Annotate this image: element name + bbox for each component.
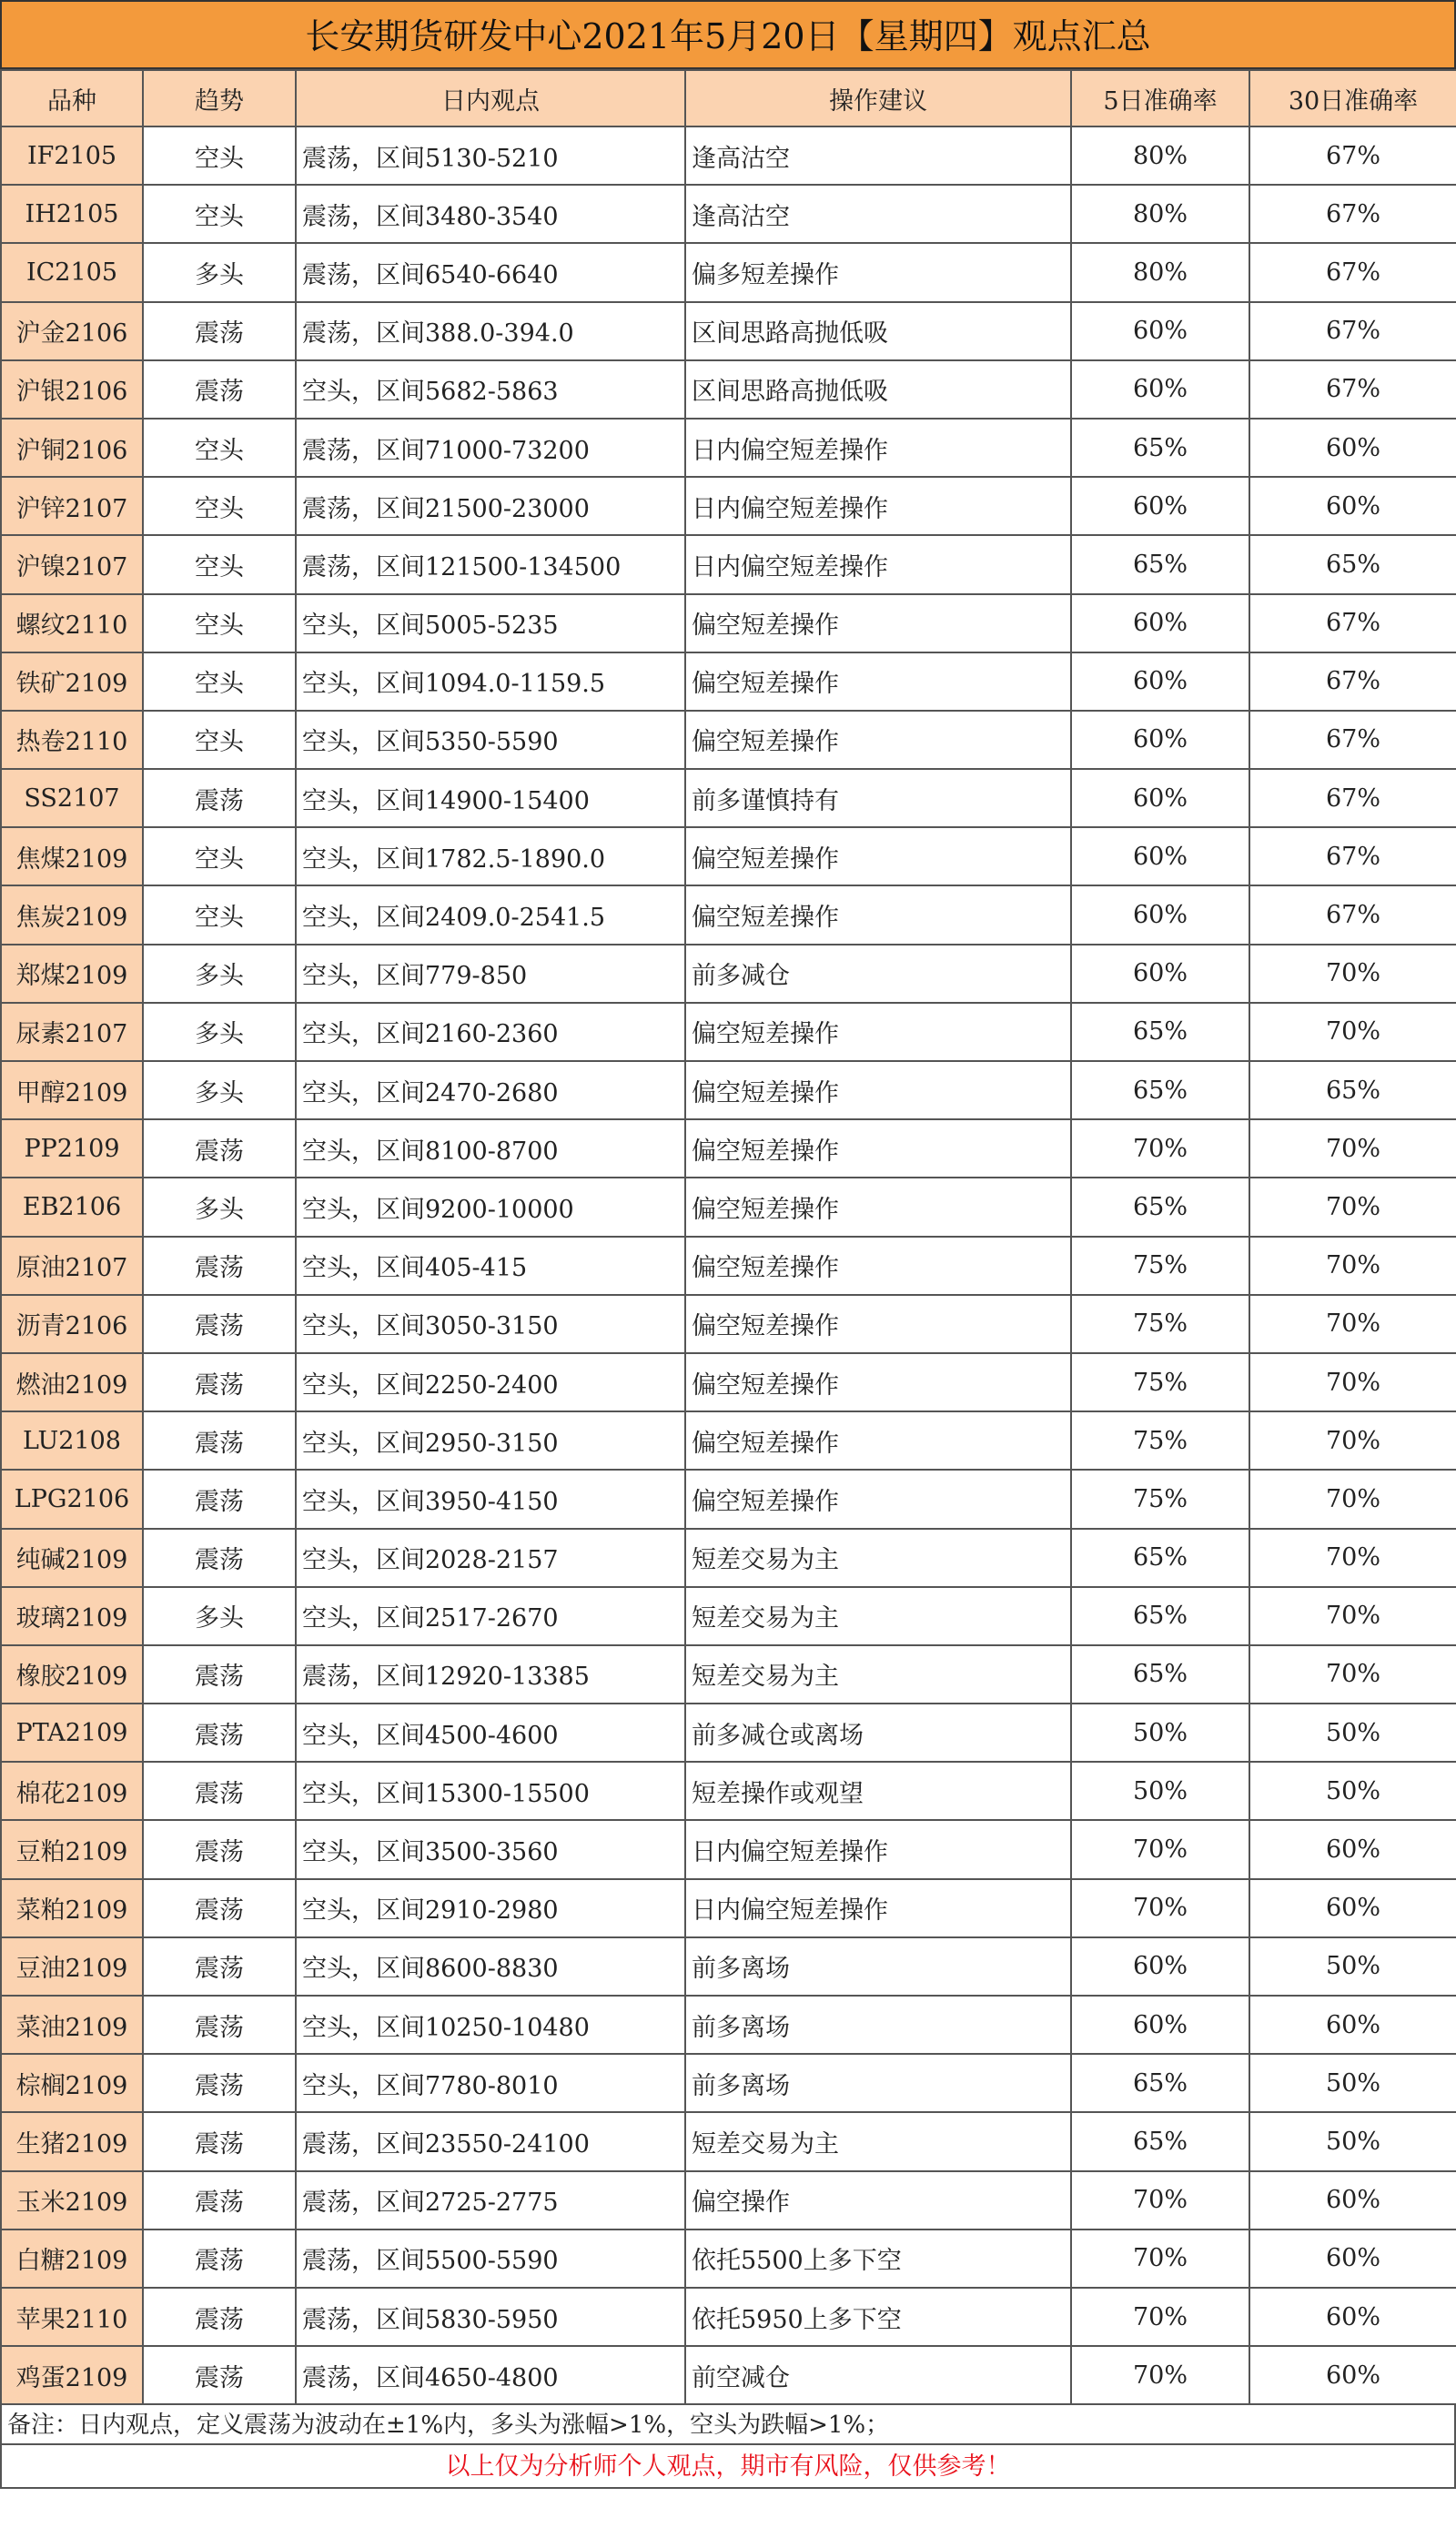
- table-row: [1, 535, 1456, 593]
- table-row: [1, 2288, 1456, 2346]
- trend-cell: 空头: [143, 419, 296, 477]
- table-row: [1, 1587, 1456, 1645]
- variety-cell: 甲醇2109: [1, 1061, 143, 1119]
- variety-cell: 玉米2109: [1, 2171, 143, 2230]
- table-body: [1, 126, 1456, 2404]
- intraday-view-cell: 空头，区间3500-3560: [296, 1820, 685, 1878]
- trend-cell: 多头: [143, 243, 296, 301]
- suggestion-cell: 偏空短差操作: [685, 1411, 1071, 1470]
- variety-cell: 橡胶2109: [1, 1645, 143, 1704]
- accuracy-30day-cell: 70%: [1249, 1587, 1456, 1645]
- intraday-view-cell: 空头，区间2028-2157: [296, 1529, 685, 1587]
- suggestion-cell: 前多离场: [685, 1996, 1071, 2054]
- trend-cell: 多头: [143, 1061, 296, 1119]
- variety-cell: 玻璃2109: [1, 1587, 143, 1645]
- variety-cell: 热卷2110: [1, 711, 143, 769]
- accuracy-5day-cell: 65%: [1071, 1061, 1249, 1119]
- accuracy-5day-cell: 75%: [1071, 1411, 1249, 1470]
- trend-cell: 震荡: [143, 360, 296, 419]
- table-row: [1, 594, 1456, 652]
- suggestion-cell: 偏空操作: [685, 2171, 1071, 2230]
- accuracy-30day-cell: 60%: [1249, 2346, 1456, 2404]
- accuracy-30day-cell: 50%: [1249, 1937, 1456, 1996]
- accuracy-30day-cell: 67%: [1249, 769, 1456, 827]
- table-row: [1, 1411, 1456, 1470]
- trend-cell: 多头: [143, 1178, 296, 1236]
- accuracy-30day-cell: 67%: [1249, 594, 1456, 652]
- intraday-view-cell: 震荡，区间21500-23000: [296, 477, 685, 535]
- trend-cell: 震荡: [143, 1529, 296, 1587]
- accuracy-5day-cell: 60%: [1071, 769, 1249, 827]
- variety-cell: LU2108: [1, 1411, 143, 1470]
- suggestion-cell: 偏空短差操作: [685, 1061, 1071, 1119]
- accuracy-5day-cell: 70%: [1071, 1820, 1249, 1878]
- table-row: [1, 1353, 1456, 1411]
- trend-cell: 震荡: [143, 1879, 296, 1937]
- intraday-view-cell: 空头，区间14900-15400: [296, 769, 685, 827]
- trend-cell: 震荡: [143, 1411, 296, 1470]
- table-row: [1, 185, 1456, 243]
- suggestion-cell: 日内偏空短差操作: [685, 419, 1071, 477]
- intraday-view-cell: 空头，区间2470-2680: [296, 1061, 685, 1119]
- intraday-view-cell: 震荡，区间23550-24100: [296, 2112, 685, 2170]
- intraday-view-cell: 震荡，区间71000-73200: [296, 419, 685, 477]
- accuracy-5day-cell: 60%: [1071, 594, 1249, 652]
- suggestion-cell: 偏空短差操作: [685, 827, 1071, 885]
- suggestion-cell: 偏空短差操作: [685, 1119, 1071, 1178]
- table-row: [1, 419, 1456, 477]
- table-row: [1, 1061, 1456, 1119]
- table-row: [1, 1529, 1456, 1587]
- accuracy-5day-cell: 70%: [1071, 2288, 1249, 2346]
- suggestion-cell: 偏空短差操作: [685, 1237, 1071, 1295]
- viewpoint-table: [0, 69, 1456, 2405]
- intraday-view-cell: 震荡，区间6540-6640: [296, 243, 685, 301]
- report-title: 长安期货研发中心2021年5月20日【星期四】观点汇总: [0, 0, 1456, 69]
- table-row: [1, 1237, 1456, 1295]
- intraday-view-cell: 空头，区间1782.5-1890.0: [296, 827, 685, 885]
- accuracy-30day-cell: 70%: [1249, 1353, 1456, 1411]
- intraday-view-cell: 空头，区间2409.0-2541.5: [296, 885, 685, 944]
- accuracy-5day-cell: 75%: [1071, 1353, 1249, 1411]
- variety-cell: 焦煤2109: [1, 827, 143, 885]
- accuracy-5day-cell: 65%: [1071, 1003, 1249, 1061]
- accuracy-30day-cell: 70%: [1249, 1411, 1456, 1470]
- suggestion-cell: 区间思路高抛低吸: [685, 360, 1071, 419]
- trend-cell: 空头: [143, 535, 296, 593]
- intraday-view-cell: 震荡，区间3480-3540: [296, 185, 685, 243]
- intraday-view-cell: 空头，区间405-415: [296, 1237, 685, 1295]
- trend-cell: 空头: [143, 126, 296, 185]
- suggestion-cell: 偏空短差操作: [685, 1003, 1071, 1061]
- accuracy-30day-cell: 60%: [1249, 2288, 1456, 2346]
- trend-cell: 震荡: [143, 2054, 296, 2112]
- accuracy-5day-cell: 75%: [1071, 1470, 1249, 1528]
- trend-cell: 多头: [143, 945, 296, 1003]
- trend-cell: 空头: [143, 477, 296, 535]
- header-intraday-view: 日内观点: [296, 70, 685, 126]
- intraday-view-cell: 震荡，区间121500-134500: [296, 535, 685, 593]
- accuracy-30day-cell: 67%: [1249, 302, 1456, 360]
- table-row: [1, 126, 1456, 185]
- table-row: [1, 1003, 1456, 1061]
- table-row: [1, 1295, 1456, 1353]
- table-row: [1, 1996, 1456, 2054]
- intraday-view-cell: 空头，区间15300-15500: [296, 1762, 685, 1820]
- suggestion-cell: 依托5950上多下空: [685, 2288, 1071, 2346]
- table-row: [1, 652, 1456, 711]
- variety-cell: 焦炭2109: [1, 885, 143, 944]
- risk-disclaimer: 以上仅为分析师个人观点，期市有风险，仅供参考！: [0, 2445, 1456, 2489]
- header-suggestion: 操作建议: [685, 70, 1071, 126]
- accuracy-30day-cell: 60%: [1249, 1996, 1456, 2054]
- trend-cell: 空头: [143, 885, 296, 944]
- table-row: [1, 2054, 1456, 2112]
- variety-cell: 郑煤2109: [1, 945, 143, 1003]
- suggestion-cell: 区间思路高抛低吸: [685, 302, 1071, 360]
- trend-cell: 震荡: [143, 2230, 296, 2288]
- trend-cell: 震荡: [143, 769, 296, 827]
- suggestion-cell: 短差交易为主: [685, 1529, 1071, 1587]
- intraday-view-cell: 震荡，区间5500-5590: [296, 2230, 685, 2288]
- table-row: [1, 827, 1456, 885]
- accuracy-5day-cell: 65%: [1071, 1587, 1249, 1645]
- trend-cell: 空头: [143, 652, 296, 711]
- suggestion-cell: 偏空短差操作: [685, 1470, 1071, 1528]
- accuracy-30day-cell: 65%: [1249, 1061, 1456, 1119]
- table-row: [1, 2171, 1456, 2230]
- suggestion-cell: 短差交易为主: [685, 1587, 1071, 1645]
- variety-cell: EB2106: [1, 1178, 143, 1236]
- accuracy-30day-cell: 60%: [1249, 477, 1456, 535]
- accuracy-5day-cell: 75%: [1071, 1295, 1249, 1353]
- header-trend: 趋势: [143, 70, 296, 126]
- intraday-view-cell: 空头，区间2250-2400: [296, 1353, 685, 1411]
- footnote: 备注：日内观点，定义震荡为波动在±1%内，多头为涨幅>1%，空头为跌幅>1%；: [0, 2405, 1456, 2445]
- accuracy-5day-cell: 70%: [1071, 2171, 1249, 2230]
- trend-cell: 空头: [143, 711, 296, 769]
- intraday-view-cell: 空头，区间7780-8010: [296, 2054, 685, 2112]
- variety-cell: IH2105: [1, 185, 143, 243]
- accuracy-30day-cell: 50%: [1249, 1762, 1456, 1820]
- variety-cell: 螺纹2110: [1, 594, 143, 652]
- accuracy-30day-cell: 67%: [1249, 360, 1456, 419]
- suggestion-cell: 依托5500上多下空: [685, 2230, 1071, 2288]
- accuracy-30day-cell: 60%: [1249, 1820, 1456, 1878]
- intraday-view-cell: 震荡，区间5130-5210: [296, 126, 685, 185]
- accuracy-5day-cell: 65%: [1071, 1178, 1249, 1236]
- trend-cell: 震荡: [143, 2346, 296, 2404]
- table-row: [1, 2346, 1456, 2404]
- variety-cell: 铁矿2109: [1, 652, 143, 711]
- intraday-view-cell: 空头，区间779-850: [296, 945, 685, 1003]
- accuracy-5day-cell: 60%: [1071, 477, 1249, 535]
- intraday-view-cell: 空头，区间8100-8700: [296, 1119, 685, 1178]
- trend-cell: 震荡: [143, 2288, 296, 2346]
- intraday-view-cell: 空头，区间9200-10000: [296, 1178, 685, 1236]
- suggestion-cell: 短差交易为主: [685, 1645, 1071, 1704]
- variety-cell: 棕榈2109: [1, 2054, 143, 2112]
- table-row: [1, 477, 1456, 535]
- accuracy-30day-cell: 65%: [1249, 535, 1456, 593]
- accuracy-5day-cell: 65%: [1071, 2054, 1249, 2112]
- variety-cell: 棉花2109: [1, 1762, 143, 1820]
- accuracy-5day-cell: 60%: [1071, 302, 1249, 360]
- table-row: [1, 1645, 1456, 1704]
- trend-cell: 震荡: [143, 1295, 296, 1353]
- accuracy-30day-cell: 70%: [1249, 1295, 1456, 1353]
- variety-cell: 沪镍2107: [1, 535, 143, 593]
- table-row: [1, 243, 1456, 301]
- intraday-view-cell: 空头，区间2910-2980: [296, 1879, 685, 1937]
- accuracy-5day-cell: 60%: [1071, 945, 1249, 1003]
- accuracy-30day-cell: 70%: [1249, 1119, 1456, 1178]
- table-row: [1, 1879, 1456, 1937]
- accuracy-30day-cell: 60%: [1249, 2230, 1456, 2288]
- variety-cell: 豆粕2109: [1, 1820, 143, 1878]
- accuracy-5day-cell: 70%: [1071, 2230, 1249, 2288]
- suggestion-cell: 偏空短差操作: [685, 885, 1071, 944]
- suggestion-cell: 前多离场: [685, 2054, 1071, 2112]
- intraday-view-cell: 空头，区间5005-5235: [296, 594, 685, 652]
- accuracy-30day-cell: 60%: [1249, 2171, 1456, 2230]
- table-row: [1, 1178, 1456, 1236]
- trend-cell: 震荡: [143, 1237, 296, 1295]
- accuracy-30day-cell: 67%: [1249, 711, 1456, 769]
- trend-cell: 震荡: [143, 1470, 296, 1528]
- variety-cell: 菜油2109: [1, 1996, 143, 2054]
- accuracy-30day-cell: 70%: [1249, 1529, 1456, 1587]
- suggestion-cell: 偏空短差操作: [685, 1295, 1071, 1353]
- variety-cell: 沪锌2107: [1, 477, 143, 535]
- accuracy-5day-cell: 65%: [1071, 2112, 1249, 2170]
- intraday-view-cell: 空头，区间1094.0-1159.5: [296, 652, 685, 711]
- table-header-row: [1, 70, 1456, 126]
- suggestion-cell: 前空减仓: [685, 2346, 1071, 2404]
- suggestion-cell: 偏空短差操作: [685, 1178, 1071, 1236]
- accuracy-5day-cell: 70%: [1071, 1119, 1249, 1178]
- accuracy-30day-cell: 50%: [1249, 1704, 1456, 1762]
- intraday-view-cell: 空头，区间2950-3150: [296, 1411, 685, 1470]
- trend-cell: 震荡: [143, 1119, 296, 1178]
- table-row: [1, 769, 1456, 827]
- variety-cell: IF2105: [1, 126, 143, 185]
- accuracy-5day-cell: 60%: [1071, 711, 1249, 769]
- suggestion-cell: 逢高沽空: [685, 126, 1071, 185]
- table-row: [1, 711, 1456, 769]
- table-row: [1, 302, 1456, 360]
- table-row: [1, 1704, 1456, 1762]
- table-row: [1, 1820, 1456, 1878]
- variety-cell: 原油2107: [1, 1237, 143, 1295]
- table-row: [1, 2112, 1456, 2170]
- variety-cell: 豆油2109: [1, 1937, 143, 1996]
- trend-cell: 震荡: [143, 2171, 296, 2230]
- accuracy-30day-cell: 50%: [1249, 2054, 1456, 2112]
- accuracy-5day-cell: 80%: [1071, 126, 1249, 185]
- variety-cell: 尿素2107: [1, 1003, 143, 1061]
- accuracy-30day-cell: 67%: [1249, 652, 1456, 711]
- suggestion-cell: 偏空短差操作: [685, 652, 1071, 711]
- intraday-view-cell: 空头，区间10250-10480: [296, 1996, 685, 2054]
- accuracy-5day-cell: 60%: [1071, 652, 1249, 711]
- intraday-view-cell: 震荡，区间388.0-394.0: [296, 302, 685, 360]
- accuracy-30day-cell: 67%: [1249, 885, 1456, 944]
- table-row: [1, 1119, 1456, 1178]
- accuracy-5day-cell: 80%: [1071, 185, 1249, 243]
- header-30day-accuracy: 30日准确率: [1249, 70, 1456, 126]
- variety-cell: 生猪2109: [1, 2112, 143, 2170]
- table-row: [1, 1762, 1456, 1820]
- accuracy-5day-cell: 70%: [1071, 1879, 1249, 1937]
- accuracy-5day-cell: 65%: [1071, 1645, 1249, 1704]
- intraday-view-cell: 空头，区间4500-4600: [296, 1704, 685, 1762]
- variety-cell: 沪铜2106: [1, 419, 143, 477]
- trend-cell: 空头: [143, 827, 296, 885]
- variety-cell: 苹果2110: [1, 2288, 143, 2346]
- trend-cell: 震荡: [143, 2112, 296, 2170]
- header-variety: 品种: [1, 70, 143, 126]
- variety-cell: PTA2109: [1, 1704, 143, 1762]
- trend-cell: 震荡: [143, 1762, 296, 1820]
- table-row: [1, 1937, 1456, 1996]
- intraday-view-cell: 空头，区间3050-3150: [296, 1295, 685, 1353]
- suggestion-cell: 偏多短差操作: [685, 243, 1071, 301]
- trend-cell: 震荡: [143, 1820, 296, 1878]
- accuracy-30day-cell: 70%: [1249, 945, 1456, 1003]
- accuracy-5day-cell: 70%: [1071, 2346, 1249, 2404]
- intraday-view-cell: 空头，区间3950-4150: [296, 1470, 685, 1528]
- accuracy-5day-cell: 80%: [1071, 243, 1249, 301]
- variety-cell: 鸡蛋2109: [1, 2346, 143, 2404]
- accuracy-5day-cell: 65%: [1071, 419, 1249, 477]
- trend-cell: 震荡: [143, 1704, 296, 1762]
- suggestion-cell: 前多谨慎持有: [685, 769, 1071, 827]
- trend-cell: 空头: [143, 185, 296, 243]
- accuracy-5day-cell: 75%: [1071, 1237, 1249, 1295]
- trend-cell: 多头: [143, 1587, 296, 1645]
- accuracy-30day-cell: 70%: [1249, 1645, 1456, 1704]
- intraday-view-cell: 空头，区间8600-8830: [296, 1937, 685, 1996]
- suggestion-cell: 前多减仓: [685, 945, 1071, 1003]
- accuracy-30day-cell: 67%: [1249, 185, 1456, 243]
- trend-cell: 震荡: [143, 1996, 296, 2054]
- accuracy-5day-cell: 60%: [1071, 885, 1249, 944]
- accuracy-5day-cell: 60%: [1071, 1937, 1249, 1996]
- suggestion-cell: 偏空短差操作: [685, 711, 1071, 769]
- trend-cell: 震荡: [143, 1645, 296, 1704]
- table-row: [1, 360, 1456, 419]
- intraday-view-cell: 震荡，区间5830-5950: [296, 2288, 685, 2346]
- trend-cell: 震荡: [143, 1353, 296, 1411]
- suggestion-cell: 日内偏空短差操作: [685, 1879, 1071, 1937]
- accuracy-30day-cell: 67%: [1249, 126, 1456, 185]
- variety-cell: SS2107: [1, 769, 143, 827]
- suggestion-cell: 日内偏空短差操作: [685, 1820, 1071, 1878]
- suggestion-cell: 偏空短差操作: [685, 594, 1071, 652]
- accuracy-30day-cell: 70%: [1249, 1237, 1456, 1295]
- accuracy-5day-cell: 50%: [1071, 1762, 1249, 1820]
- variety-cell: 沥青2106: [1, 1295, 143, 1353]
- suggestion-cell: 短差操作或观望: [685, 1762, 1071, 1820]
- intraday-view-cell: 空头，区间2517-2670: [296, 1587, 685, 1645]
- variety-cell: 燃油2109: [1, 1353, 143, 1411]
- trend-cell: 震荡: [143, 1937, 296, 1996]
- variety-cell: IC2105: [1, 243, 143, 301]
- intraday-view-cell: 空头，区间5350-5590: [296, 711, 685, 769]
- intraday-view-cell: 空头，区间2160-2360: [296, 1003, 685, 1061]
- accuracy-30day-cell: 60%: [1249, 1879, 1456, 1937]
- accuracy-30day-cell: 70%: [1249, 1178, 1456, 1236]
- variety-cell: 白糖2109: [1, 2230, 143, 2288]
- table-row: [1, 2230, 1456, 2288]
- trend-cell: 多头: [143, 1003, 296, 1061]
- trend-cell: 震荡: [143, 302, 296, 360]
- accuracy-30day-cell: 50%: [1249, 2112, 1456, 2170]
- suggestion-cell: 前多离场: [685, 1937, 1071, 1996]
- variety-cell: LPG2106: [1, 1470, 143, 1528]
- suggestion-cell: 日内偏空短差操作: [685, 477, 1071, 535]
- accuracy-5day-cell: 65%: [1071, 535, 1249, 593]
- intraday-view-cell: 空头，区间5682-5863: [296, 360, 685, 419]
- suggestion-cell: 前多减仓或离场: [685, 1704, 1071, 1762]
- intraday-view-cell: 震荡，区间2725-2775: [296, 2171, 685, 2230]
- accuracy-5day-cell: 50%: [1071, 1704, 1249, 1762]
- accuracy-5day-cell: 60%: [1071, 827, 1249, 885]
- suggestion-cell: 偏空短差操作: [685, 1353, 1071, 1411]
- accuracy-30day-cell: 70%: [1249, 1003, 1456, 1061]
- accuracy-5day-cell: 65%: [1071, 1529, 1249, 1587]
- variety-cell: 沪银2106: [1, 360, 143, 419]
- accuracy-5day-cell: 60%: [1071, 1996, 1249, 2054]
- table-row: [1, 885, 1456, 944]
- variety-cell: PP2109: [1, 1119, 143, 1178]
- variety-cell: 菜粕2109: [1, 1879, 143, 1937]
- accuracy-5day-cell: 60%: [1071, 360, 1249, 419]
- accuracy-30day-cell: 67%: [1249, 827, 1456, 885]
- suggestion-cell: 短差交易为主: [685, 2112, 1071, 2170]
- suggestion-cell: 逢高沽空: [685, 185, 1071, 243]
- intraday-view-cell: 震荡，区间12920-13385: [296, 1645, 685, 1704]
- accuracy-30day-cell: 70%: [1249, 1470, 1456, 1528]
- accuracy-30day-cell: 67%: [1249, 243, 1456, 301]
- intraday-view-cell: 震荡，区间4650-4800: [296, 2346, 685, 2404]
- suggestion-cell: 日内偏空短差操作: [685, 535, 1071, 593]
- variety-cell: 沪金2106: [1, 302, 143, 360]
- header-5day-accuracy: 5日准确率: [1071, 70, 1249, 126]
- accuracy-30day-cell: 60%: [1249, 419, 1456, 477]
- table-row: [1, 945, 1456, 1003]
- variety-cell: 纯碱2109: [1, 1529, 143, 1587]
- table-row: [1, 1470, 1456, 1528]
- trend-cell: 空头: [143, 594, 296, 652]
